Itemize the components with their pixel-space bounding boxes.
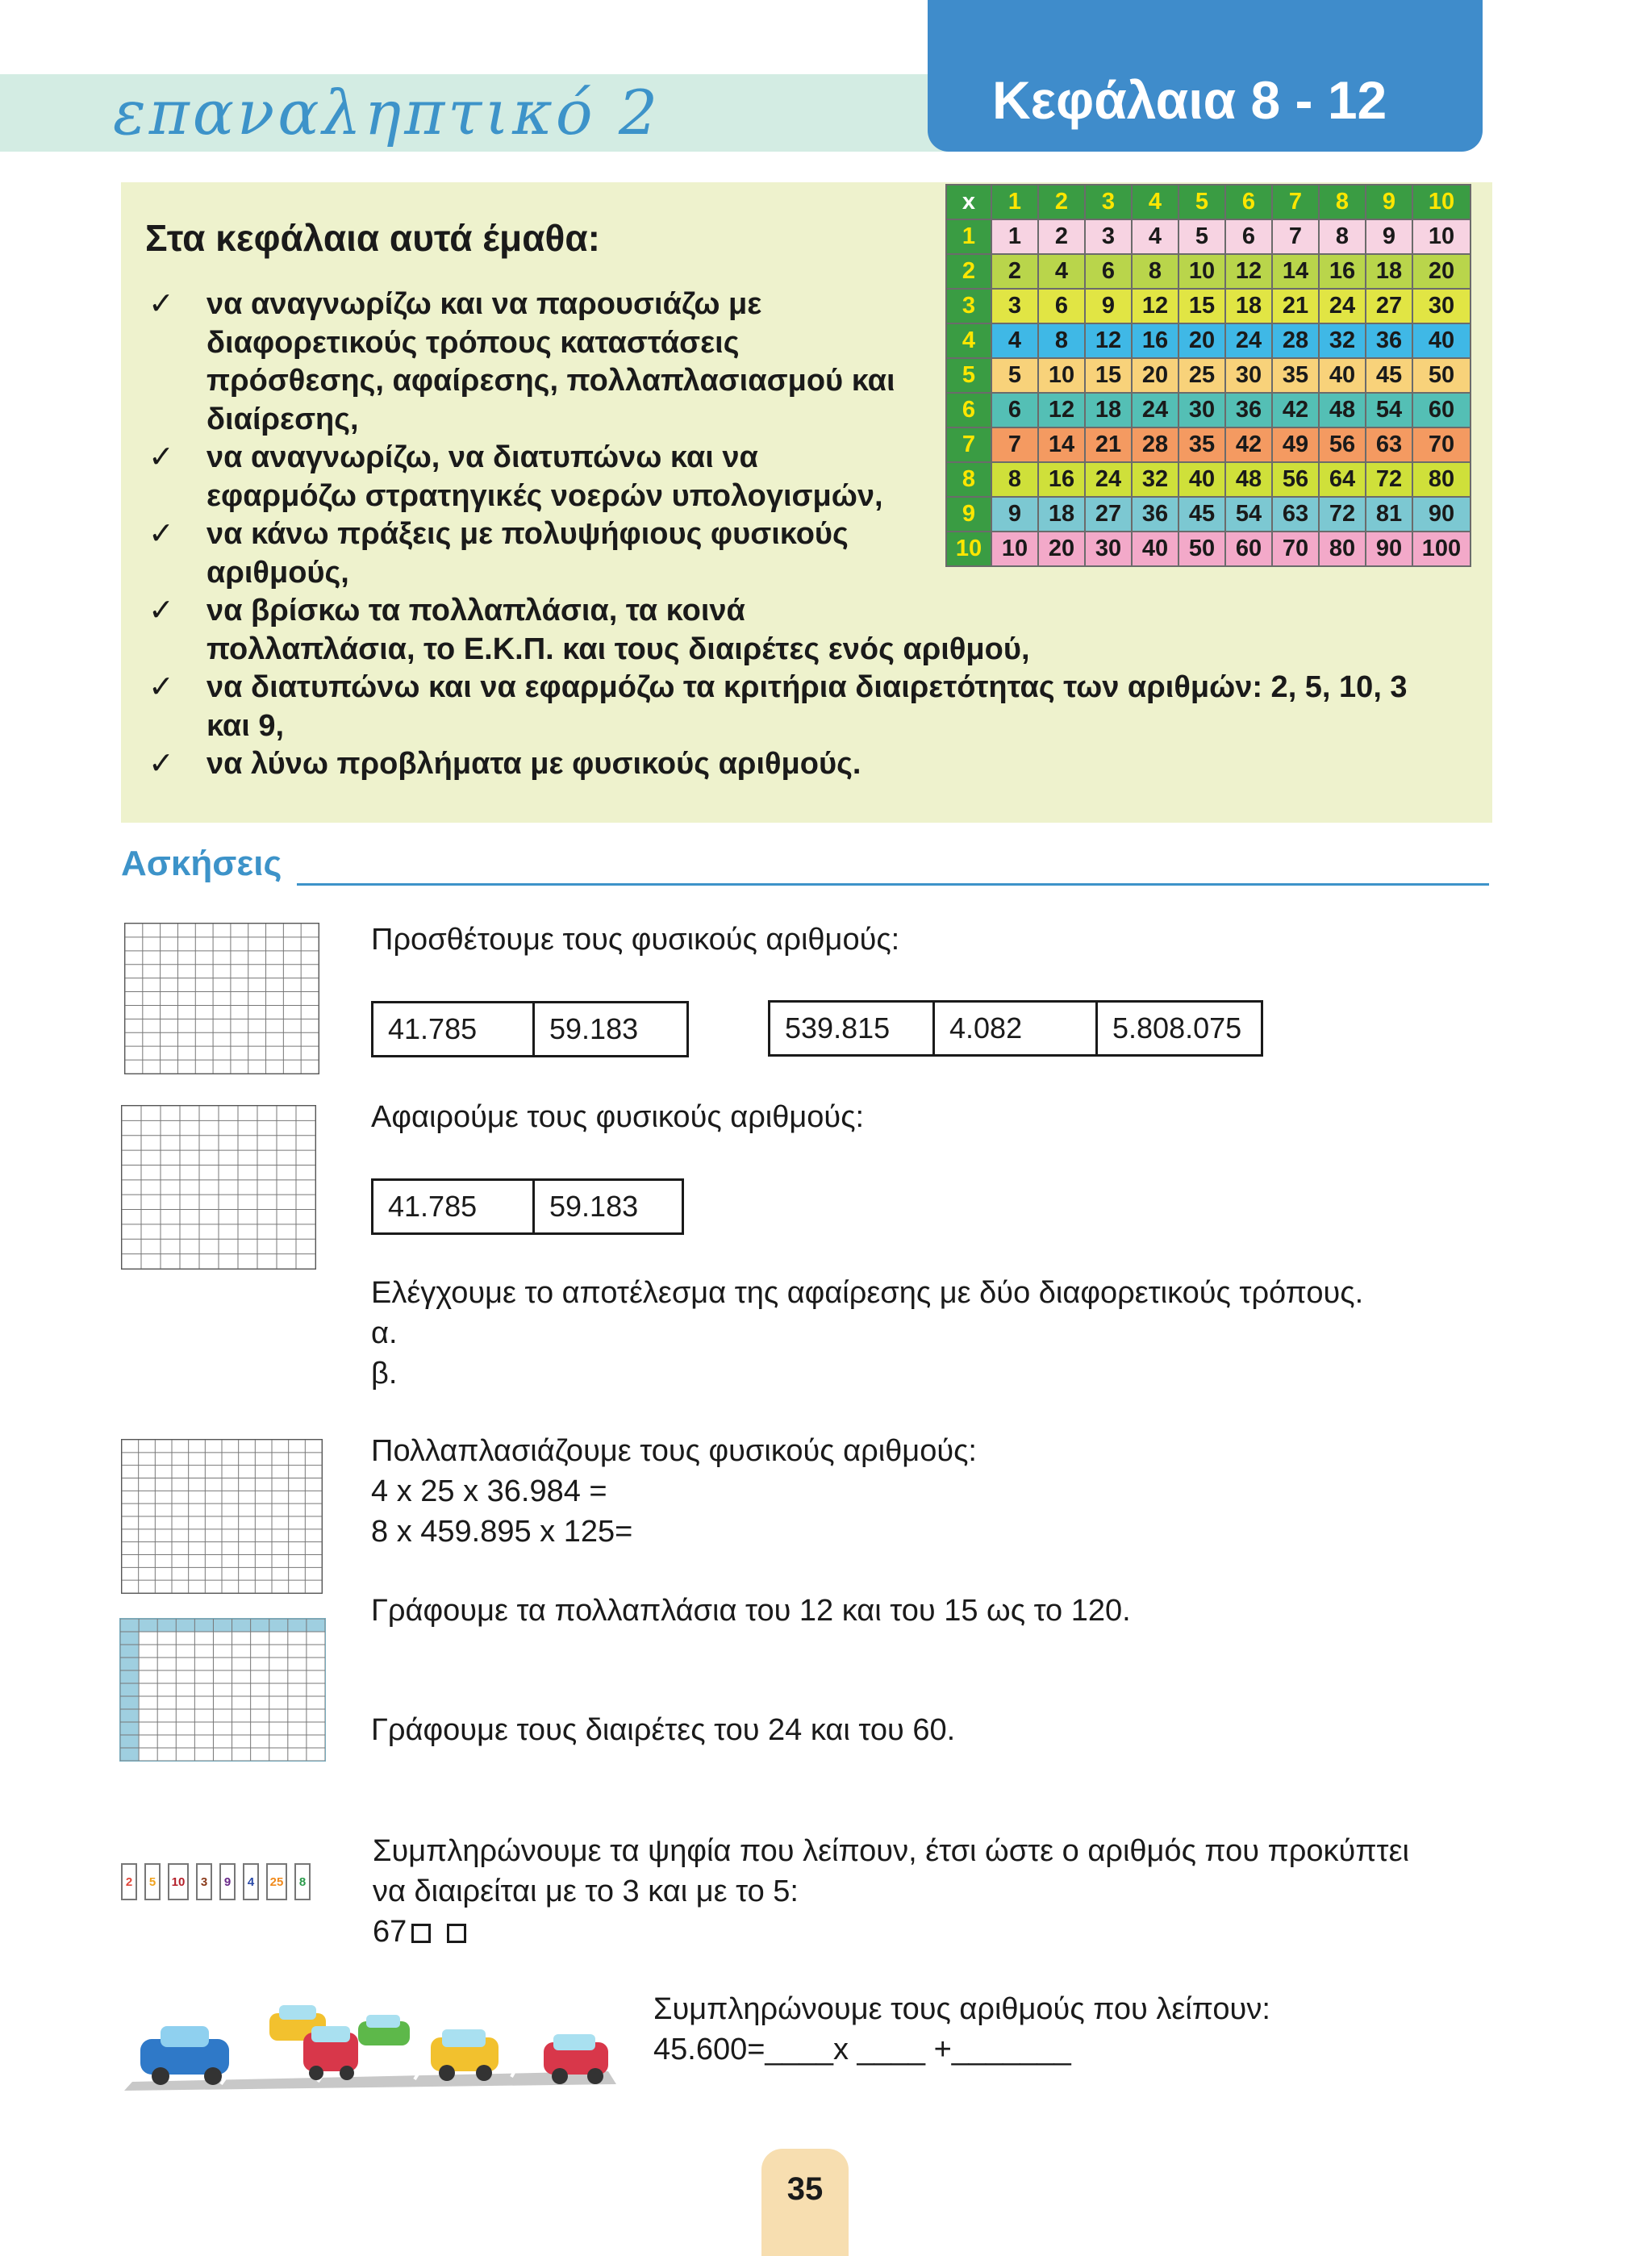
car-icon-green xyxy=(358,2015,410,2045)
multiplication-table xyxy=(945,184,1471,567)
number-box: 539.815 xyxy=(770,1003,935,1054)
table-col-header: 7 xyxy=(1272,185,1319,219)
table-cell: 6 xyxy=(1225,219,1272,254)
subtraction-boxes xyxy=(371,1178,684,1235)
table-cell: 8 xyxy=(1038,323,1085,358)
table-cell: 4 xyxy=(991,323,1038,358)
chapters-label: Κεφάλαια 8 - 12 xyxy=(992,70,1387,130)
thumb-head-cell xyxy=(120,1632,139,1645)
table-cell: 27 xyxy=(1366,289,1412,323)
number-box: 59.183 xyxy=(549,1012,639,1045)
addition-boxes-2 xyxy=(768,1000,1263,1057)
table-cell: 72 xyxy=(1319,497,1366,532)
table-cell: 12 xyxy=(1085,323,1132,358)
digits-label-1: Συμπληρώνουμε τα ψηφία που λείπουν, έτσι ώστε ο αριθμός που προκύπτει xyxy=(373,1834,1409,1868)
addition-label: Προσθέτουμε τους φυσικούς αριθμούς: xyxy=(371,923,900,957)
missing-label: Συμπληρώνουμε τους αριθμούς που λείπουν: xyxy=(653,1992,1270,2026)
table-cell: 90 xyxy=(1366,532,1412,566)
table-col-header: 9 xyxy=(1366,185,1412,219)
addition-grid-thumbnail xyxy=(124,923,319,1074)
table-cell: 8 xyxy=(1319,219,1366,254)
table-cell: 15 xyxy=(1085,358,1132,393)
addition-boxes-1 xyxy=(371,1001,689,1057)
learned-item xyxy=(145,745,1420,784)
learned-item-line: να κάνω πράξεις με πολυψήφιους φυσικούς xyxy=(206,517,849,551)
table-row xyxy=(946,254,1471,289)
table-row xyxy=(946,462,1471,497)
table-cell: 24 xyxy=(1319,289,1366,323)
table-cell: 40 xyxy=(1179,462,1225,497)
table-cell: 5 xyxy=(991,358,1038,393)
table-cell: 2 xyxy=(1038,219,1085,254)
number-box: 4.082 xyxy=(935,1003,1098,1054)
multiplication-label: Πολλαπλασιάζουμε τους φυσικούς αριθμούς: xyxy=(371,1434,977,1468)
table-cell: 1 xyxy=(991,219,1038,254)
table-row xyxy=(946,289,1471,323)
table-col-header: 6 xyxy=(1225,185,1272,219)
times-table-thumbnail xyxy=(119,1618,326,1762)
table-cell: 45 xyxy=(1179,497,1225,532)
table-row-header: 10 xyxy=(946,532,991,566)
number-box: 5.808.075 xyxy=(1112,1011,1242,1045)
parking-cars-illustration xyxy=(124,1997,623,2092)
learned-item-line: διαφορετικούς τρόπους καταστάσεις xyxy=(206,325,740,360)
table-cell: 72 xyxy=(1366,462,1412,497)
table-row xyxy=(946,323,1471,358)
thumb-head-cell xyxy=(120,1658,139,1670)
table-col-header: 4 xyxy=(1132,185,1179,219)
check-b: β. xyxy=(371,1357,398,1391)
table-cell: 30 xyxy=(1085,532,1132,566)
table-cell: 48 xyxy=(1225,462,1272,497)
table-cell: 25 xyxy=(1179,358,1225,393)
table-cell: 32 xyxy=(1132,462,1179,497)
thumb-head-cell xyxy=(120,1645,139,1658)
digit-card: 10 xyxy=(168,1863,189,1900)
learned-item xyxy=(145,592,1420,669)
table-cell: 6 xyxy=(1038,289,1085,323)
table-cell: 14 xyxy=(1038,427,1085,462)
check-a: α. xyxy=(371,1316,398,1350)
table-cell: 54 xyxy=(1366,393,1412,427)
table-cell: 80 xyxy=(1319,532,1366,566)
table-cell: 90 xyxy=(1412,497,1471,532)
learned-item-line: και 9, xyxy=(206,708,285,743)
table-cell: 60 xyxy=(1225,532,1272,566)
table-cell: 24 xyxy=(1132,393,1179,427)
number-box: 41.785 xyxy=(373,1181,535,1232)
car-icon-yellow-front xyxy=(431,2029,499,2081)
table-cell: 9 xyxy=(991,497,1038,532)
checkmark-icon: ✓ xyxy=(148,747,174,781)
table-cell: 24 xyxy=(1225,323,1272,358)
table-col-header: 5 xyxy=(1179,185,1225,219)
table-cell: 6 xyxy=(991,393,1038,427)
thumb-head-row xyxy=(120,1619,325,1632)
table-row xyxy=(946,532,1471,566)
table-cell: 18 xyxy=(1085,393,1132,427)
table-cell: 8 xyxy=(991,462,1038,497)
table-row xyxy=(946,497,1471,532)
table-cell: 49 xyxy=(1272,427,1319,462)
learned-heading: Στα κεφάλαια αυτά έμαθα: xyxy=(145,217,600,259)
table-cell: 15 xyxy=(1179,289,1225,323)
table-cell: 4 xyxy=(1038,254,1085,289)
thumb-head-cell xyxy=(120,1735,139,1748)
table-cell: 30 xyxy=(1412,289,1471,323)
table-row xyxy=(946,393,1471,427)
table-cell: 14 xyxy=(1272,254,1319,289)
table-cell: 21 xyxy=(1272,289,1319,323)
learned-item-line: πρόσθεσης, αφαίρεσης, πολλαπλασιασμού και xyxy=(206,364,895,398)
digit-card: 25 xyxy=(266,1863,287,1900)
table-cell: 27 xyxy=(1085,497,1132,532)
table-cell: 10 xyxy=(1179,254,1225,289)
thumb-head-cell xyxy=(120,1696,139,1709)
table-cell: 50 xyxy=(1179,532,1225,566)
checkmark-icon: ✓ xyxy=(148,670,174,704)
table-cell: 32 xyxy=(1319,323,1366,358)
table-col-header: 2 xyxy=(1038,185,1085,219)
multiplication-grid-thumbnail xyxy=(121,1439,323,1594)
table-row-header: 2 xyxy=(946,254,991,289)
checkmark-icon: ✓ xyxy=(148,287,174,321)
learned-item-line: να βρίσκω τα πολλαπλάσια, τα κοινά xyxy=(206,594,745,628)
table-cell: 20 xyxy=(1412,254,1471,289)
table-cell: 40 xyxy=(1132,532,1179,566)
table-cell: 36 xyxy=(1225,393,1272,427)
thumb-head-cell xyxy=(120,1748,139,1761)
learned-item-line: εφαρμόζω στρατηγικές νοερών υπολογισμών, xyxy=(206,478,883,513)
table-cell: 7 xyxy=(991,427,1038,462)
table-row-header: 1 xyxy=(946,219,991,254)
multiples-label: Γράφουμε τα πολλαπλάσια του 12 και του 15 ως το 120. xyxy=(371,1594,1131,1628)
digit-square-1[interactable] xyxy=(411,1924,431,1943)
checkmark-icon: ✓ xyxy=(148,517,174,551)
table-cell: 4 xyxy=(1132,219,1179,254)
learned-item-line: να διατυπώνω και να εφαρμόζω τα κριτήρια διαιρετότητας των αριθμών: 2, 5, 10, 3 xyxy=(206,670,1408,704)
table-cell: 35 xyxy=(1179,427,1225,462)
table-cell: 20 xyxy=(1132,358,1179,393)
table-row-header: 9 xyxy=(946,497,991,532)
table-cell: 2 xyxy=(991,254,1038,289)
thumb-head-cell xyxy=(120,1683,139,1696)
learned-item xyxy=(145,669,1420,745)
table-cell: 40 xyxy=(1319,358,1366,393)
page-title: επαναληπτικό 2 xyxy=(113,77,661,148)
learned-item-line: αριθμούς, xyxy=(206,555,349,590)
table-cell: 48 xyxy=(1319,393,1366,427)
car-icon-red-1 xyxy=(303,2026,358,2080)
digits-number: 67 xyxy=(373,1915,407,1949)
table-cell: 56 xyxy=(1272,462,1319,497)
digit-card: 8 xyxy=(294,1863,311,1900)
digit-cards xyxy=(121,1863,311,1900)
learned-item-line: διαίρεσης, xyxy=(206,402,359,436)
table-cell: 3 xyxy=(1085,219,1132,254)
table-cell: 9 xyxy=(1085,289,1132,323)
table-cell: 36 xyxy=(1366,323,1412,358)
multiplication-2: 8 x 459.895 x 125= xyxy=(371,1515,633,1549)
digits-label-2: να διαιρείται με το 3 και με το 5: xyxy=(373,1874,799,1908)
table-cell: 12 xyxy=(1038,393,1085,427)
table-row xyxy=(946,219,1471,254)
table-cell: 6 xyxy=(1085,254,1132,289)
table-cell: 5 xyxy=(1179,219,1225,254)
page-number: 35 xyxy=(761,2149,849,2256)
table-cell: 8 xyxy=(1132,254,1179,289)
table-row-header: 6 xyxy=(946,393,991,427)
table-cell: 30 xyxy=(1179,393,1225,427)
table-cell: 18 xyxy=(1038,497,1085,532)
table-cell: 18 xyxy=(1225,289,1272,323)
table-cell: 63 xyxy=(1366,427,1412,462)
table-cell: 45 xyxy=(1366,358,1412,393)
digit-card: 9 xyxy=(219,1863,236,1900)
table-cell: 24 xyxy=(1085,462,1132,497)
table-cell: 28 xyxy=(1132,427,1179,462)
multiplication-1: 4 x 25 x 36.984 = xyxy=(371,1474,607,1508)
learned-item-line: να λύνω προβλήματα με φυσικούς αριθμούς. xyxy=(206,747,861,781)
checkmark-icon: ✓ xyxy=(148,594,174,628)
thumb-head-cell xyxy=(120,1722,139,1735)
table-cell: 16 xyxy=(1038,462,1085,497)
digit-card: 5 xyxy=(144,1863,161,1900)
missing-equation: 45.600=____x ____ +_______ xyxy=(653,2033,1071,2066)
table-cell: 18 xyxy=(1366,254,1412,289)
table-col-header: 10 xyxy=(1412,185,1471,219)
table-row-header: 8 xyxy=(946,462,991,497)
table-cell: 70 xyxy=(1272,532,1319,566)
table-cell: 56 xyxy=(1319,427,1366,462)
table-cell: 42 xyxy=(1225,427,1272,462)
table-cell: 63 xyxy=(1272,497,1319,532)
table-cell: 64 xyxy=(1319,462,1366,497)
table-cell: 40 xyxy=(1412,323,1471,358)
table-row xyxy=(946,358,1471,393)
learned-item-line: πολλαπλάσια, το Ε.Κ.Π. και τους διαιρέτες ενός αριθμού, xyxy=(206,632,1030,666)
table-cell: 54 xyxy=(1225,497,1272,532)
digit-square-2[interactable] xyxy=(447,1924,466,1943)
check-label: Ελέγχουμε το αποτέλεσμα της αφαίρεσης με δύο διαφορετικούς τρόπους. xyxy=(371,1276,1364,1310)
table-col-header: 1 xyxy=(991,185,1038,219)
table-cell: 60 xyxy=(1412,393,1471,427)
table-cell: 16 xyxy=(1319,254,1366,289)
number-box: 59.183 xyxy=(549,1190,639,1223)
table-cell: 10 xyxy=(991,532,1038,566)
table-cell: 35 xyxy=(1272,358,1319,393)
table-cell: 3 xyxy=(991,289,1038,323)
table-cell: 21 xyxy=(1085,427,1132,462)
table-row-header: 4 xyxy=(946,323,991,358)
thumb-head-cell xyxy=(120,1670,139,1683)
table-cell: 9 xyxy=(1366,219,1412,254)
digit-card: 4 xyxy=(243,1863,259,1900)
table-cell: 30 xyxy=(1225,358,1272,393)
table-cell: 20 xyxy=(1038,532,1085,566)
divisors-label: Γράφουμε τους διαιρέτες του 24 και του 60. xyxy=(371,1713,956,1747)
table-cell: 50 xyxy=(1412,358,1471,393)
table-cell: 16 xyxy=(1132,323,1179,358)
table-cell: 12 xyxy=(1225,254,1272,289)
table-row-header: 5 xyxy=(946,358,991,393)
table-col-header: 8 xyxy=(1319,185,1366,219)
table-cell: 28 xyxy=(1272,323,1319,358)
digits-number-line xyxy=(373,1912,466,1952)
table-cell: 7 xyxy=(1272,219,1319,254)
chapters-tab xyxy=(928,0,1483,152)
table-cell: 81 xyxy=(1366,497,1412,532)
table-corner: x xyxy=(946,185,991,219)
table-col-header: 3 xyxy=(1085,185,1132,219)
table-row xyxy=(946,427,1471,462)
table-cell: 12 xyxy=(1132,289,1179,323)
digit-card: 2 xyxy=(121,1863,137,1900)
car-icon-blue xyxy=(140,2026,229,2085)
table-cell: 10 xyxy=(1412,219,1471,254)
table-cell: 10 xyxy=(1038,358,1085,393)
digit-card: 3 xyxy=(196,1863,212,1900)
checkmark-icon: ✓ xyxy=(148,440,174,474)
learned-item-line: να αναγνωρίζω, να διατυπώνω και να xyxy=(206,440,758,474)
table-row-header: 7 xyxy=(946,427,991,462)
number-box: 41.785 xyxy=(373,1003,535,1055)
table-cell: 80 xyxy=(1412,462,1471,497)
table-cell: 20 xyxy=(1179,323,1225,358)
thumb-head-cell xyxy=(120,1709,139,1722)
table-cell: 42 xyxy=(1272,393,1319,427)
subtraction-label: Αφαιρούμε τους φυσικούς αριθμούς: xyxy=(371,1100,865,1134)
learned-item-line: να αναγνωρίζω και να παρουσιάζω με xyxy=(206,287,762,321)
subtraction-grid-thumbnail xyxy=(121,1105,316,1270)
exercises-heading: Ασκήσεις xyxy=(121,844,282,883)
exercises-divider xyxy=(297,883,1489,886)
table-cell: 70 xyxy=(1412,427,1471,462)
table-header-row xyxy=(946,185,1471,219)
table-row-header: 3 xyxy=(946,289,991,323)
table-cell: 100 xyxy=(1412,532,1471,566)
table-cell: 36 xyxy=(1132,497,1179,532)
